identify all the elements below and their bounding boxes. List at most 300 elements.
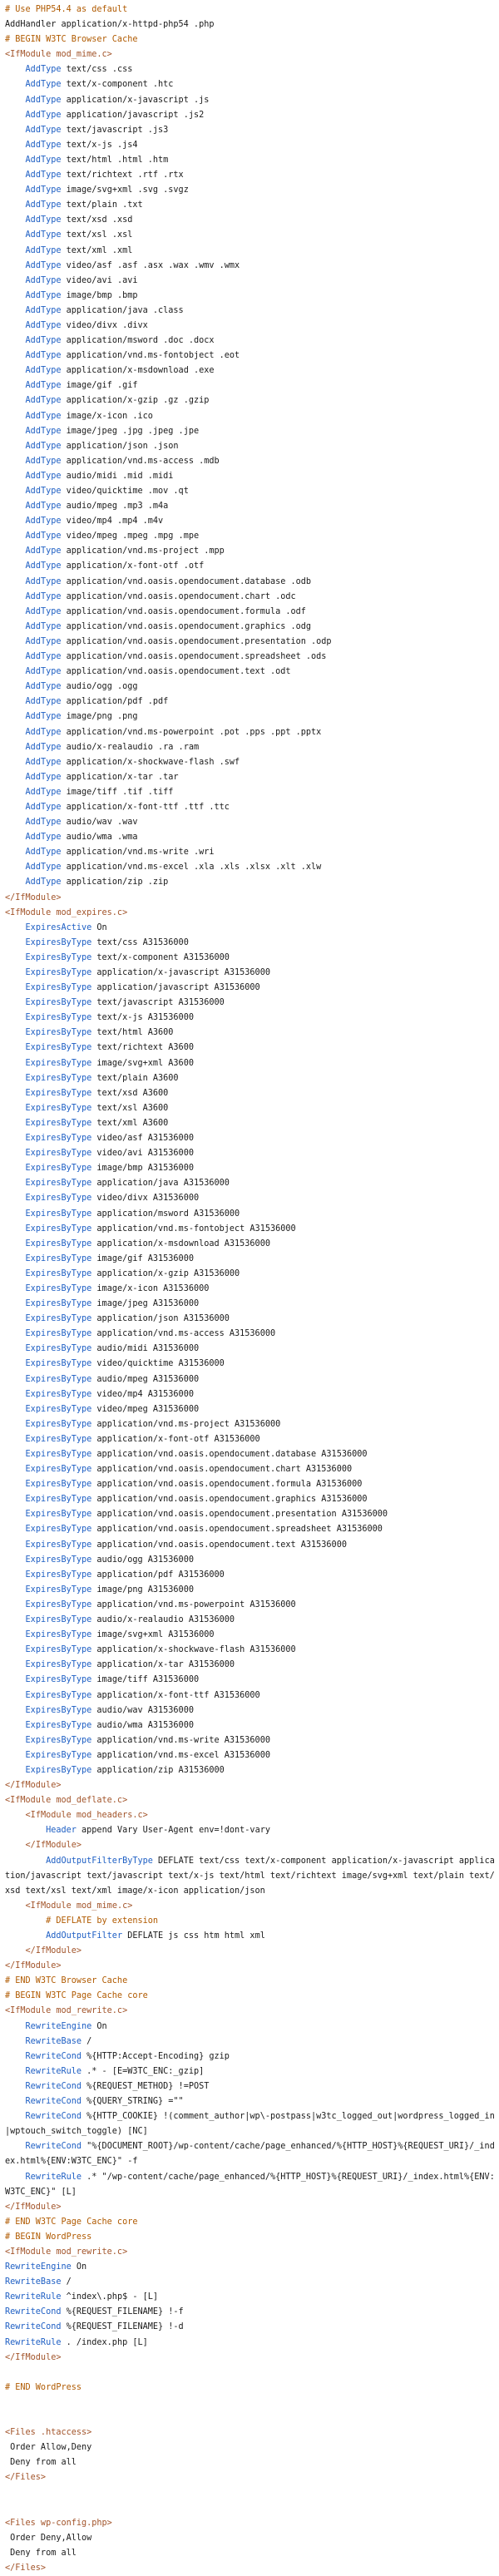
code-argument: audio/x-realaudio A31536000 (96, 1615, 235, 1625)
code-line (5, 2561, 499, 2576)
code-line (5, 2275, 499, 2290)
code-argument: image/x-icon A31536000 (96, 1283, 210, 1293)
code-line (5, 168, 499, 183)
code-line (5, 1447, 499, 1462)
code-directive: ExpiresByType (25, 1359, 92, 1369)
code-directive: AddType (25, 712, 62, 722)
code-directive: ExpiresByType (25, 998, 92, 1008)
code-directive: RewriteCond (25, 2051, 82, 2061)
code-line (5, 2064, 499, 2079)
code-line (5, 1417, 499, 1432)
code-line (5, 620, 499, 635)
code-directive: ExpiresByType (25, 1299, 92, 1309)
code-directive: AddType (25, 561, 62, 571)
code-argument: application/vnd.oasis.opendocument.formula A31536000 (96, 1480, 363, 1490)
code-argument: application/json .json (66, 441, 179, 451)
code-line (5, 1161, 499, 1176)
code-line (5, 2260, 499, 2275)
code-argument: application/vnd.oasis.opendocument.database A31536000 (96, 1450, 368, 1459)
code-directive: AddType (25, 742, 62, 752)
code-line (5, 2531, 499, 2546)
code-directive: ExpiresByType (25, 1630, 92, 1640)
code-directive: AddType (25, 125, 62, 135)
code-comment: # END W3TC Browser Cache (5, 1976, 128, 1986)
code-line (5, 906, 499, 921)
code-directive: ExpiresByType (25, 1149, 92, 1159)
code-line (5, 1598, 499, 1613)
code-directive: AddType (25, 305, 62, 315)
code-section-tag: </IfModule> (25, 1946, 82, 1956)
code-line (5, 1568, 499, 1583)
code-directive: ExpiresByType (25, 1088, 92, 1098)
code-directive: RewriteBase (5, 2277, 62, 2287)
code-argument: On (96, 2021, 107, 2031)
code-argument: text/xsd A3600 (96, 1088, 169, 1098)
code-directive: ExpiresByType (25, 1615, 92, 1625)
code-argument: application/x-tar .tar (66, 772, 179, 782)
code-directive: ExpiresByType (25, 937, 92, 947)
code-directive: AddType (25, 396, 62, 406)
code-directive: ExpiresByType (25, 1495, 92, 1505)
code-directive: ExpiresByType (25, 1510, 92, 1520)
code-argument: application/x-font-ttf A31536000 (96, 1690, 260, 1700)
code-section-tag: <IfModule mod_mime.c> (5, 50, 112, 60)
code-directive: ExpiresByType (25, 968, 92, 977)
code-directive: ExpiresByType (25, 1465, 92, 1475)
code-line (5, 32, 499, 47)
code-line (5, 1959, 499, 1974)
code-argument: application/vnd.oasis.opendocument.presentation A31536000 (96, 1510, 388, 1520)
code-argument: %{REQUEST_METHOD} !=POST (86, 2081, 210, 2091)
code-line (5, 770, 499, 785)
code-line (5, 1342, 499, 1357)
code-argument: application/javascript A31536000 (96, 983, 260, 993)
code-argument: image/png A31536000 (96, 1585, 194, 1595)
code-argument: %{REQUEST_FILENAME} !-f (66, 2307, 184, 2317)
code-argument: image/gif .gif (66, 381, 138, 391)
code-argument: application/vnd.oasis.opendocument.text A31536000 (96, 1540, 347, 1550)
code-directive: AddType (25, 245, 62, 255)
code-directive: ExpiresByType (25, 952, 92, 962)
code-line (5, 108, 499, 123)
code-line (5, 2215, 499, 2230)
code-directive: RewriteCond (25, 2112, 82, 2122)
code-directive: ExpiresByType (25, 983, 92, 993)
code-argument: image/svg+xml A31536000 (96, 1630, 215, 1640)
code-argument: audio/ogg .ogg (66, 682, 138, 692)
code-line (5, 845, 499, 860)
code-section-tag: <IfModule mod_deflate.c> (5, 1796, 128, 1806)
code-comment: # BEGIN W3TC Browser Cache (5, 35, 138, 45)
code-directive: ExpiresByType (25, 1540, 92, 1550)
code-argument: image/bmp .bmp (66, 290, 138, 300)
code-argument: audio/wma .wma (66, 833, 138, 843)
code-line (5, 1553, 499, 1568)
code-argument: text/css A31536000 (96, 937, 189, 947)
code-argument: application/vnd.ms-write A31536000 (96, 1735, 270, 1745)
code-line (5, 1477, 499, 1492)
code-argument: application/java A31536000 (96, 1179, 230, 1189)
code-directive: ExpiresByType (25, 1660, 92, 1670)
code-argument: video/quicktime A31536000 (96, 1359, 225, 1369)
code-argument: image/jpeg .jpg .jpeg .jpe (66, 426, 200, 436)
code-line (5, 1854, 499, 1899)
code-line (5, 2485, 499, 2500)
code-line (5, 1793, 499, 1808)
code-argument: audio/midi A31536000 (96, 1344, 200, 1354)
code-comment: # DEFLATE by extension (46, 1916, 159, 1926)
code-argument: video/divx .divx (66, 320, 148, 330)
code-directive: ExpiresByType (25, 1765, 92, 1775)
code-section-tag: <IfModule mod_mime.c> (25, 1901, 133, 1911)
code-argument: DEFLATE text/css text/x-component application/x-javascript application/javascript text/javascript text/x-js text/html text/richtext image/svg+xml text/plain text/xsd text/xsl text/xml image/x-icon application/json (5, 1856, 495, 1896)
code-line (5, 2455, 499, 2470)
code-section-tag: <Files wp-config.php> (5, 2518, 112, 2528)
code-line (5, 1191, 499, 1206)
code-line (5, 785, 499, 800)
code-directive: ExpiresByType (25, 1705, 92, 1715)
code-directive: RewriteCond (5, 2322, 62, 2332)
code-line (5, 1778, 499, 1793)
code-line (5, 544, 499, 559)
code-line (5, 2139, 499, 2169)
code-argument: text/plain A3600 (96, 1073, 179, 1083)
code-line (5, 304, 499, 319)
code-line (5, 1507, 499, 1522)
code-line (5, 1838, 499, 1853)
code-directive: ExpiresByType (25, 1013, 92, 1023)
code-directive: ExpiresActive (25, 922, 92, 932)
code-argument: audio/wav .wav (66, 818, 138, 828)
code-argument: application/vnd.ms-powerpoint .pot .pps .ppt .pptx (66, 727, 322, 737)
code-directive: ExpiresByType (25, 1314, 92, 1324)
code-line (5, 2396, 499, 2410)
code-directive: ExpiresByType (25, 1555, 92, 1565)
code-argument: image/x-icon .ico (66, 411, 153, 421)
code-line (5, 409, 499, 424)
code-line (5, 590, 499, 605)
code-directive: AddType (25, 727, 62, 737)
code-argument: application/vnd.oasis.opendocument.spreadsheet .ods (66, 652, 327, 662)
code-line (5, 1583, 499, 1598)
code-section-tag: </IfModule> (5, 2352, 62, 2362)
code-argument: On (96, 922, 107, 932)
code-directive: ExpiresByType (25, 1690, 92, 1700)
code-directive: AddType (25, 818, 62, 828)
code-directive: ExpiresByType (25, 1419, 92, 1429)
code-line (5, 725, 499, 740)
code-directive: AddType (25, 487, 62, 496)
code-directive: ExpiresByType (25, 1073, 92, 1083)
code-argument: application/vnd.oasis.opendocument.formula .odf (66, 606, 306, 616)
code-directive: ExpiresByType (25, 1570, 92, 1580)
code-argument: / (66, 2277, 72, 2287)
code-directive: AddType (25, 591, 62, 601)
code-line (5, 1011, 499, 1026)
code-line (5, 1297, 499, 1312)
code-directive: AddType (25, 802, 62, 812)
code-line (5, 1823, 499, 1838)
code-directive: ExpiresByType (25, 1720, 92, 1730)
code-line (5, 393, 499, 408)
code-line (5, 363, 499, 378)
code-directive: ExpiresByType (25, 1283, 92, 1293)
code-line (5, 1432, 499, 1447)
code-directive: RewriteCond (5, 2307, 62, 2317)
code-line (5, 966, 499, 981)
code-directive: RewriteRule (5, 2292, 62, 2302)
code-argument: text/x-js A31536000 (96, 1013, 194, 1023)
code-line (5, 514, 499, 529)
code-section-tag: </IfModule> (5, 1961, 62, 1971)
code-line (5, 2109, 499, 2139)
code-line (5, 1733, 499, 1748)
code-argument: image/svg+xml .svg .svgz (66, 185, 189, 195)
code-argument: application/msword .doc .docx (66, 336, 215, 346)
code-directive: ExpiresByType (25, 1450, 92, 1459)
code-line (5, 2094, 499, 2109)
code-argument: text/x-component .htc (66, 80, 174, 90)
code-argument: application/pdf .pdf (66, 697, 169, 707)
code-argument: video/avi A31536000 (96, 1149, 194, 1159)
code-argument: text/html A3600 (96, 1028, 174, 1038)
code-directive: AddType (25, 667, 62, 677)
code-line (5, 1658, 499, 1673)
code-directive: AddType (25, 275, 62, 285)
code-line (5, 2004, 499, 2019)
code-section-tag: <IfModule mod_expires.c> (5, 907, 128, 917)
code-directive: AddType (25, 65, 62, 75)
code-directive: ExpiresByType (25, 1194, 92, 1204)
code-directive: AddType (25, 320, 62, 330)
code-line (5, 138, 499, 153)
code-argument: application/x-tar A31536000 (96, 1660, 235, 1670)
code-argument: image/tiff A31536000 (96, 1675, 200, 1685)
code-line (5, 2020, 499, 2035)
code-argument: application/vnd.oasis.opendocument.graphics A31536000 (96, 1495, 368, 1505)
code-directive: ExpiresByType (25, 1239, 92, 1248)
code-directive: AddType (25, 757, 62, 767)
code-line (5, 1643, 499, 1658)
code-line (5, 1718, 499, 1733)
code-line (5, 2546, 499, 2561)
code-line (5, 665, 499, 680)
code-directive: AddType (25, 260, 62, 270)
code-line (5, 1131, 499, 1146)
code-argument: video/quicktime .mov .qt (66, 487, 189, 496)
code-section-tag: </Files> (5, 2473, 47, 2483)
code-directive: AddOutputFilterByType (46, 1856, 153, 1866)
code-line (5, 1748, 499, 1763)
code-line (5, 2049, 499, 2064)
code-comment: # END WordPress (5, 2382, 82, 2392)
code-directive: ExpiresByType (25, 1585, 92, 1595)
code-line (5, 2425, 499, 2440)
code-argument: text/xml A3600 (96, 1118, 169, 1128)
code-argument: text/html .html .htm (66, 155, 169, 165)
code-line (5, 1312, 499, 1327)
code-directive: AddType (25, 697, 62, 707)
code-argument: text/plain .txt (66, 200, 143, 210)
code-argument: application/vnd.ms-powerpoint A31536000 (96, 1599, 296, 1609)
code-argument: application/javascript .js2 (66, 110, 205, 120)
code-directive: ExpiresByType (25, 1374, 92, 1384)
code-argument: image/jpeg A31536000 (96, 1299, 200, 1309)
code-line (5, 334, 499, 349)
code-directive: ExpiresByType (25, 1134, 92, 1144)
code-line (5, 47, 499, 62)
code-line (5, 1116, 499, 1131)
code-section-tag: </IfModule> (25, 1841, 82, 1851)
code-section-tag: </IfModule> (5, 1781, 62, 1791)
code-section-tag: </IfModule> (5, 892, 62, 902)
code-line (5, 2351, 499, 2366)
code-line (5, 755, 499, 770)
code-directive: AddType (25, 517, 62, 527)
code-directive: AddType (25, 772, 62, 782)
code-argument: text/css .css (66, 65, 133, 75)
code-line (5, 1402, 499, 1417)
code-directive: AddType (25, 200, 62, 210)
code-line (5, 800, 499, 815)
code-argument: application/zip A31536000 (96, 1765, 225, 1775)
code-argument: ^index\.php$ - [L] (66, 2292, 159, 2302)
code-line (5, 1222, 499, 1237)
code-directive: RewriteRule (25, 2066, 82, 2076)
code-line (5, 228, 499, 243)
code-argument: video/mp4 A31536000 (96, 1389, 194, 1399)
code-argument: application/x-font-otf A31536000 (96, 1434, 260, 1444)
code-argument: text/javascript A31536000 (96, 998, 225, 1008)
code-directive: AddType (25, 426, 62, 436)
code-line (5, 1267, 499, 1282)
code-line (5, 274, 499, 289)
code-argument: text/xsl A3600 (96, 1103, 169, 1113)
code-argument: text/javascript .js3 (66, 125, 169, 135)
code-line (5, 1176, 499, 1191)
code-directive: ExpiresByType (25, 1329, 92, 1339)
code-directive: AddType (25, 576, 62, 586)
code-argument: .* - [E=W3TC_ENC:_gzip] (86, 2066, 205, 2076)
code-line (5, 2290, 499, 2305)
code-line (5, 996, 499, 1011)
code-directive: ExpiresByType (25, 1179, 92, 1189)
code-argument: application/vnd.oasis.opendocument.database .odb (66, 576, 312, 586)
code-line (5, 123, 499, 138)
code-line (5, 2336, 499, 2351)
code-line (5, 1688, 499, 1703)
code-directive: AddType (25, 787, 62, 797)
code-directive: RewriteRule (25, 2172, 82, 2182)
code-argument: image/bmp A31536000 (96, 1164, 194, 1174)
code-line (5, 439, 499, 454)
code-line (5, 830, 499, 845)
code-directive: AddType (25, 606, 62, 616)
code-line (5, 921, 499, 936)
code-line (5, 936, 499, 951)
code-line (5, 1056, 499, 1071)
code-argument: video/asf A31536000 (96, 1134, 194, 1144)
code-line (5, 2440, 499, 2455)
code-line (5, 349, 499, 363)
code-line (5, 2230, 499, 2245)
code-line (5, 1252, 499, 1267)
code-argument: image/png .png (66, 712, 138, 722)
code-line (5, 2516, 499, 2531)
code-directive: AddType (25, 863, 62, 873)
code-line (5, 891, 499, 906)
code-directive: ExpiresByType (25, 1043, 92, 1053)
code-directive: AddType (25, 878, 62, 888)
code-argument: .* "/wp-content/cache/page_enhanced/%{HTTP_HOST}%{REQUEST_URI}/_index.html%{ENV:W3TC_ENC}" [L] (5, 2172, 495, 2197)
code-text: Order Deny,Allow (5, 2533, 92, 2543)
code-directive: Header (46, 1826, 77, 1836)
code-comment: # BEGIN W3TC Page Cache core (5, 1991, 148, 2001)
code-directive: AddType (25, 336, 62, 346)
code-line (5, 695, 499, 710)
code-argument: application/vnd.ms-excel .xla .xls .xlsx .xlt .xlw (66, 863, 322, 873)
code-directive: ExpiresByType (25, 1028, 92, 1038)
code-argument: video/avi .avi (66, 275, 138, 285)
code-argument: video/asf .asf .asx .wax .wmv .wmx (66, 260, 240, 270)
code-text: Deny from all (5, 2548, 77, 2558)
code-line (5, 1327, 499, 1342)
code-line (5, 1387, 499, 1402)
code-line (5, 981, 499, 996)
code-directive: AddType (25, 155, 62, 165)
code-line (5, 575, 499, 590)
code-argument: application/x-javascript .js (66, 95, 210, 105)
code-line (5, 2320, 499, 2335)
code-argument: video/mpeg .mpeg .mpg .mpe (66, 532, 200, 541)
code-directive: AddType (25, 140, 62, 150)
code-argument: audio/midi .mid .midi (66, 471, 174, 481)
code-directive: ExpiresByType (25, 1118, 92, 1128)
code-line (5, 319, 499, 334)
code-line (5, 2410, 499, 2425)
code-line (5, 213, 499, 228)
code-section-tag: <IfModule mod_rewrite.c> (5, 2247, 128, 2257)
code-line (5, 62, 499, 77)
code-argument: audio/mpeg .mp3 .m4a (66, 502, 169, 512)
code-directive: ExpiresByType (25, 1675, 92, 1685)
code-line (5, 635, 499, 650)
code-directive: ExpiresByType (25, 1209, 92, 1219)
code-line (5, 2305, 499, 2320)
code-line (5, 1808, 499, 1823)
code-argument: text/x-component A31536000 (96, 952, 230, 962)
code-directive: AddType (25, 682, 62, 692)
code-argument: application/vnd.oasis.opendocument.spreadsheet A31536000 (96, 1525, 383, 1535)
code-directive: ExpiresByType (25, 1645, 92, 1655)
code-line (5, 1914, 499, 1929)
code-line (5, 2200, 499, 2215)
code-directive: AddType (25, 171, 62, 180)
code-directive: ExpiresByType (25, 1253, 92, 1263)
code-line (5, 1026, 499, 1041)
code-argument: application/zip .zip (66, 878, 169, 888)
code-argument: application/vnd.ms-fontobject .eot (66, 351, 240, 361)
code-directive: AddType (25, 95, 62, 105)
code-line (5, 951, 499, 966)
code-argument: application/msword A31536000 (96, 1209, 240, 1219)
code-line (5, 1613, 499, 1628)
code-line (5, 499, 499, 514)
code-line (5, 875, 499, 890)
code-line (5, 860, 499, 875)
code-argument: application/vnd.ms-excel A31536000 (96, 1750, 270, 1760)
code-directive: ExpiresByType (25, 1750, 92, 1760)
